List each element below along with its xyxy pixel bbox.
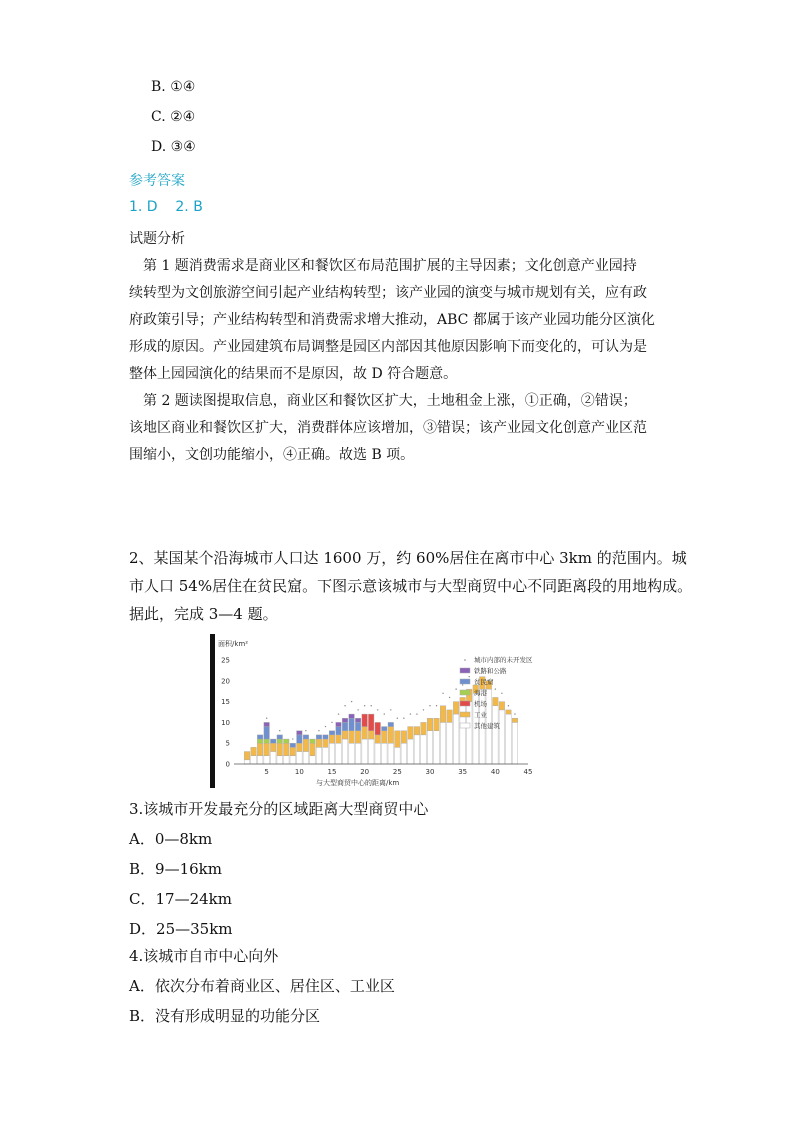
y-tick-label: 10 <box>221 718 230 727</box>
bar-segment <box>329 743 335 764</box>
answer-heading: 参考答案 <box>129 173 185 189</box>
bar-segment <box>421 722 427 734</box>
bar-segment <box>277 735 283 739</box>
option-c: C. ②④ <box>151 109 196 125</box>
bar-segment <box>297 743 303 751</box>
bar-segment <box>244 752 250 760</box>
question-2-line: 市人口 54%居住在贫民窟。下图示意该城市与大型商贸中心不同距离段的用地构成。 <box>129 577 693 595</box>
bar-segment <box>257 743 263 755</box>
bar-segment <box>264 756 270 764</box>
bar-segment <box>342 722 348 730</box>
bar-segment <box>447 722 453 764</box>
x-tick-label: 40 <box>490 768 500 776</box>
x-tick-label: 30 <box>425 768 435 776</box>
bar-segment <box>427 731 433 764</box>
chart-left-bar <box>210 634 215 788</box>
bar-segment <box>434 731 440 764</box>
bar-segment <box>251 756 257 764</box>
bar-segment <box>368 714 374 731</box>
bar-segment <box>257 756 263 764</box>
y-tick-label: 20 <box>221 677 230 686</box>
analysis-line: 该地区商业和餐饮区扩大，消费群体应该增加，③错误；该产业园文化创意产业区范 <box>129 420 647 436</box>
legend-swatch <box>460 723 470 728</box>
analysis-line: 第 2 题读图提取信息，商业区和餐饮区扩大，土地租金上涨，①正确，②错误； <box>129 393 637 409</box>
bar-segment <box>264 743 270 755</box>
bar-segment <box>270 743 276 751</box>
analysis-line: 形成的原因。产业园建筑布局调整是园区内部因其他原因影响下而变化的，可认为是 <box>129 339 647 355</box>
bar-segment <box>277 756 283 764</box>
x-tick-label: 25 <box>392 768 402 776</box>
answer-values: 1. D 2. B <box>129 199 203 215</box>
bar-segment <box>251 747 257 755</box>
bar-undeveloped-dot <box>449 697 450 698</box>
bar-segment <box>355 718 361 722</box>
bar-segment <box>297 735 303 743</box>
bar-segment <box>290 756 296 764</box>
bar-segment <box>323 739 329 747</box>
bar-undeveloped-dot <box>325 726 326 727</box>
bar-segment <box>401 743 407 764</box>
legend-label: 其他建筑 <box>474 722 500 730</box>
bar-segment <box>506 710 512 714</box>
bar-undeveloped-dot <box>403 718 404 719</box>
bar-segment <box>270 739 276 743</box>
bar-undeveloped-dot <box>364 705 365 706</box>
bar-undeveloped-dot <box>423 709 424 710</box>
bar-segment <box>336 727 342 735</box>
bar-segment <box>414 727 420 735</box>
bar-segment <box>257 735 263 739</box>
legend-label: 城市内部的未开发区 <box>474 656 533 664</box>
bar-segment <box>499 702 505 710</box>
bar-segment <box>349 714 355 718</box>
bar-segment <box>388 727 394 744</box>
bar-undeveloped-dot <box>514 713 515 714</box>
bar-segment <box>297 752 303 764</box>
bar-segment <box>453 702 459 714</box>
bar-segment <box>362 739 368 764</box>
legend-label: 铁路和公路 <box>474 667 507 675</box>
bar-segment <box>362 714 368 726</box>
x-tick-label: 10 <box>294 768 304 776</box>
question-4 <box>129 942 395 1030</box>
x-tick-label: 35 <box>458 768 468 776</box>
bar-segment <box>323 735 329 739</box>
bar-segment <box>512 722 518 764</box>
bar-segment <box>303 739 309 751</box>
bar-segment <box>257 739 263 743</box>
y-tick-label: 5 <box>225 739 230 748</box>
x-tick-label: 20 <box>360 768 370 776</box>
bar-segment <box>283 756 289 764</box>
bar-undeveloped-dot <box>469 676 470 677</box>
bar-undeveloped-dot <box>279 730 280 731</box>
bar-segment <box>408 727 414 739</box>
bar-undeveloped-dot <box>377 709 378 710</box>
option-b: B. ①④ <box>151 79 196 95</box>
analysis-line: 围缩小，文创功能缩小，④正确。故选 B 项。 <box>129 447 415 463</box>
bar-undeveloped-dot <box>357 709 358 710</box>
bar-segment <box>316 747 322 764</box>
bar-undeveloped-dot <box>331 722 332 723</box>
bar-segment <box>336 735 342 743</box>
bar-segment <box>264 727 270 739</box>
bar-undeveloped-dot <box>344 705 345 706</box>
analysis-line: 第 1 题消费需求是商业区和餐饮区布局范围扩展的主导因素；文化创意产业园持 <box>129 258 637 274</box>
bar-segment <box>270 752 276 764</box>
bar-segment <box>349 731 355 743</box>
bar-segment <box>368 731 374 739</box>
question-2-intro <box>129 544 692 628</box>
question-2-line: 据此，完成 3—4 题。 <box>129 605 278 623</box>
bar-segment <box>381 743 387 764</box>
bar-segment <box>264 722 270 726</box>
bar-segment <box>453 714 459 764</box>
question-3-option: A．0—8km <box>129 830 213 848</box>
bar-segment <box>375 743 381 764</box>
question-3-stem: 3.该城市开发最充分的区域距离大型商贸中心 <box>129 800 429 818</box>
bar-segment <box>349 718 355 730</box>
bar-segment <box>499 710 505 764</box>
bar-segment <box>466 702 472 764</box>
bar-segment <box>362 727 368 739</box>
bar-undeveloped-dot <box>410 713 411 714</box>
y-tick-label: 25 <box>221 656 230 665</box>
bar-segment <box>506 714 512 764</box>
bar-segment <box>310 743 316 755</box>
bar-undeveloped-dot <box>429 705 430 706</box>
y-tick-label: 0 <box>225 760 230 769</box>
bar-segment <box>381 731 387 743</box>
bar-segment <box>388 722 394 726</box>
bar-segment <box>512 718 518 722</box>
bar-segment <box>297 731 303 735</box>
legend-swatch <box>460 712 470 717</box>
legend-swatch <box>460 701 470 706</box>
bar-segment <box>408 739 414 764</box>
bar-segment <box>316 739 322 747</box>
bar-segment <box>329 735 335 743</box>
bar-segment <box>303 735 309 739</box>
bar-undeveloped-dot <box>266 718 267 719</box>
legend-swatch <box>460 668 470 673</box>
question-4-option: B．没有形成明显的功能分区 <box>129 1007 321 1025</box>
question-3 <box>129 795 428 943</box>
bar-undeveloped-dot <box>390 709 391 710</box>
analysis-body <box>129 253 655 469</box>
bar-segment <box>342 731 348 739</box>
bar-segment <box>316 735 322 739</box>
bar-segment <box>395 747 401 764</box>
bar-segment <box>395 731 401 748</box>
analysis-line: 府政策引导；产业结构转型和消费需求增大推动，ABC 都属于该产业园功能分区演化 <box>129 312 655 328</box>
bar-undeveloped-dot <box>495 688 496 689</box>
bar-segment <box>310 756 316 764</box>
bar-segment <box>355 722 361 730</box>
bar-undeveloped-dot <box>305 730 306 731</box>
analysis-line: 整体上园园演化的结果而不是原因，故 D 符合题意。 <box>129 366 458 382</box>
legend-label: 海港 <box>474 689 487 697</box>
question-3-option: D．25—35km <box>129 920 233 938</box>
bar-segment <box>323 747 329 764</box>
bar-segment <box>277 743 283 755</box>
bar-segment <box>244 760 250 764</box>
question-2-line: 2、某国某个沿海城市人口达 1600 万，约 60%居住在离市中心 3km 的范围内。城 <box>129 549 687 567</box>
x-axis-label: 与大型商贸中心的距离/km <box>316 779 400 787</box>
y-axis-label: 面积/km² <box>218 640 249 648</box>
chart-svg <box>208 632 548 788</box>
legend-swatch <box>460 690 470 695</box>
bar-undeveloped-dot <box>501 693 502 694</box>
bar-segment <box>264 739 270 743</box>
bar-undeveloped-dot <box>416 713 417 714</box>
bar-undeveloped-dot <box>397 718 398 719</box>
bar-segment <box>447 710 453 722</box>
bar-segment <box>336 743 342 764</box>
bar-undeveloped-dot <box>318 730 319 731</box>
bar-undeveloped-dot <box>462 684 463 685</box>
bar-segment <box>329 731 335 735</box>
bar-segment <box>493 706 499 764</box>
bar-segment <box>290 747 296 755</box>
bar-segment <box>283 743 289 755</box>
bar-segment <box>355 731 361 743</box>
x-tick-label: 45 <box>523 768 533 776</box>
bar-undeveloped-dot <box>508 705 509 706</box>
bar-segment <box>336 722 342 726</box>
question-3-option: C．17—24km <box>129 890 232 908</box>
bar-segment <box>303 752 309 764</box>
bar-segment <box>375 722 381 734</box>
bar-segment <box>421 735 427 764</box>
bar-segment <box>277 739 283 743</box>
bar-segment <box>493 697 499 705</box>
bar-segment <box>440 706 446 723</box>
x-tick-label: 15 <box>327 768 337 776</box>
bar-undeveloped-dot <box>351 701 352 702</box>
bar-undeveloped-dot <box>384 713 385 714</box>
bar-undeveloped-dot <box>455 688 456 689</box>
legend-label: 工业 <box>474 711 487 719</box>
question-4-stem: 4.该城市自市中心向外 <box>129 947 279 965</box>
bar-undeveloped-dot <box>442 693 443 694</box>
question-3-option: B．9—16km <box>129 860 222 878</box>
analysis-line: 续转型为文创旅游空间引起产业结构转型；该产业园的演变与城市规划有关，应有政 <box>129 285 647 301</box>
legend-swatch <box>464 659 466 661</box>
bar-segment <box>342 739 348 764</box>
legend-label: 机场 <box>474 700 487 708</box>
bar-segment <box>290 743 296 747</box>
bar-segment <box>368 739 374 764</box>
bar-undeveloped-dot <box>292 738 293 739</box>
option-d: D. ③④ <box>151 139 196 155</box>
bar-segment <box>388 743 394 764</box>
x-tick-label: 5 <box>264 768 269 776</box>
bar-segment <box>310 739 316 743</box>
legend-label: 贫民窟 <box>474 678 494 686</box>
bar-segment <box>342 718 348 722</box>
bar-segment <box>355 743 361 764</box>
question-4-option: A．依次分布着商业区、居住区、工业区 <box>129 977 395 995</box>
bar-segment <box>401 731 407 743</box>
bar-segment <box>434 718 440 730</box>
bar-segment <box>381 727 387 731</box>
bar-segment <box>349 743 355 764</box>
land-use-chart <box>208 632 548 788</box>
legend-swatch <box>460 679 470 684</box>
bar-segment <box>375 735 381 743</box>
analysis-heading: 试题分析 <box>129 231 185 247</box>
bar-segment <box>283 739 289 743</box>
bar-segment <box>440 722 446 764</box>
bar-segment <box>427 718 433 730</box>
bar-undeveloped-dot <box>436 705 437 706</box>
bar-segment <box>414 735 420 764</box>
bar-undeveloped-dot <box>371 705 372 706</box>
y-tick-label: 15 <box>221 698 230 707</box>
bar-undeveloped-dot <box>338 713 339 714</box>
